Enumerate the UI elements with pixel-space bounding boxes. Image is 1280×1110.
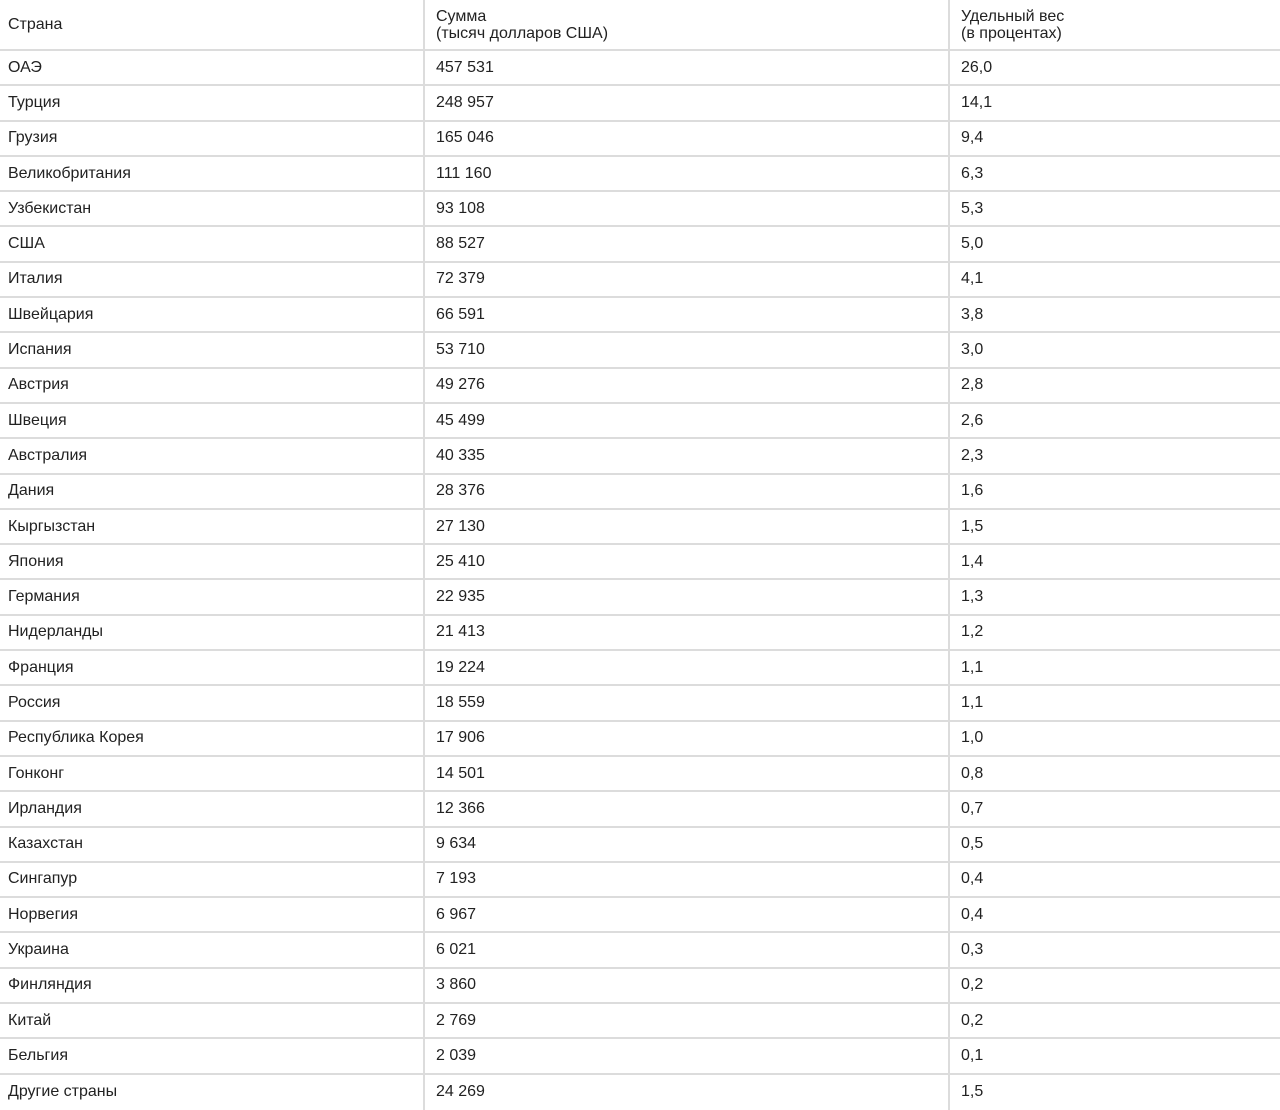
cell-share xyxy=(950,192,1280,225)
cell-country xyxy=(0,651,425,684)
cell-share xyxy=(950,651,1280,684)
cell-country xyxy=(0,969,425,1002)
cell-country-text: Другие страны xyxy=(8,1083,118,1101)
cell-share xyxy=(950,580,1280,613)
cell-amount xyxy=(425,122,950,155)
cell-amount-text: 18 559 xyxy=(436,693,485,711)
table-row xyxy=(0,157,1280,192)
cell-amount xyxy=(425,298,950,331)
header-country xyxy=(0,0,425,49)
cell-share xyxy=(950,298,1280,331)
cell-amount-text: 6 967 xyxy=(436,905,477,923)
cell-country-text: Япония xyxy=(8,552,64,570)
cell-amount xyxy=(425,157,950,190)
cell-amount xyxy=(425,263,950,296)
cell-country xyxy=(0,192,425,225)
table-row xyxy=(0,51,1280,86)
cell-amount-text: 53 710 xyxy=(436,341,485,359)
cell-share-text: 1,5 xyxy=(961,517,984,535)
cell-share-text: 3,8 xyxy=(961,305,984,323)
cell-share xyxy=(950,1075,1280,1110)
cell-share-text: 4,1 xyxy=(961,270,984,288)
cell-share-text: 1,6 xyxy=(961,482,984,500)
cell-share-text: 14,1 xyxy=(961,93,993,111)
cell-share xyxy=(950,898,1280,931)
cell-share xyxy=(950,333,1280,366)
cell-country xyxy=(0,510,425,543)
cell-share-text: 1,2 xyxy=(961,623,984,641)
cell-amount-text: 9 634 xyxy=(436,835,477,853)
cell-amount xyxy=(425,1004,950,1037)
header-share-label: Удельный вес xyxy=(961,7,1065,25)
cell-country-text: Казахстан xyxy=(8,835,83,853)
cell-share-text: 6,3 xyxy=(961,164,984,182)
cell-share-text: 0,4 xyxy=(961,870,984,888)
cell-amount xyxy=(425,722,950,755)
cell-share-text: 1,4 xyxy=(961,552,984,570)
cell-country-text: Турция xyxy=(8,93,61,111)
cell-country-text: Норвегия xyxy=(8,905,79,923)
cell-country xyxy=(0,475,425,508)
cell-amount-text: 457 531 xyxy=(436,58,494,76)
table-row xyxy=(0,898,1280,933)
cell-share-text: 2,6 xyxy=(961,411,984,429)
cell-share xyxy=(950,1039,1280,1072)
cell-amount xyxy=(425,651,950,684)
cell-share xyxy=(950,969,1280,1002)
cell-share-text: 1,3 xyxy=(961,588,984,606)
cell-country-text: Ирландия xyxy=(8,799,82,817)
table-row xyxy=(0,475,1280,510)
cell-share-text: 0,2 xyxy=(961,1011,984,1029)
header-amount-label: Сумма xyxy=(436,7,487,25)
cell-share xyxy=(950,863,1280,896)
cell-share-text: 5,3 xyxy=(961,199,984,217)
cell-country-text: Австрия xyxy=(8,376,69,394)
cell-country-text: Австралия xyxy=(8,446,88,464)
cell-country-text: Сингапур xyxy=(8,870,78,888)
cell-amount-text: 72 379 xyxy=(436,270,485,288)
cell-country xyxy=(0,1075,425,1110)
cell-amount xyxy=(425,51,950,84)
table-row xyxy=(0,933,1280,968)
cell-amount xyxy=(425,580,950,613)
cell-country xyxy=(0,1039,425,1072)
cell-country xyxy=(0,828,425,861)
cell-share xyxy=(950,792,1280,825)
cell-amount-text: 3 860 xyxy=(436,976,477,994)
table-row xyxy=(0,404,1280,439)
cell-country-text: США xyxy=(8,235,45,253)
cell-amount-text: 19 224 xyxy=(436,658,485,676)
cell-share-text: 5,0 xyxy=(961,235,984,253)
cell-share xyxy=(950,475,1280,508)
cell-share-text: 0,7 xyxy=(961,799,984,817)
cell-amount xyxy=(425,510,950,543)
cell-share-text: 1,5 xyxy=(961,1083,984,1101)
cell-amount xyxy=(425,898,950,931)
cell-share-text: 2,8 xyxy=(961,376,984,394)
table-row xyxy=(0,263,1280,298)
cell-share xyxy=(950,122,1280,155)
cell-country-text: Италия xyxy=(8,270,63,288)
table-row xyxy=(0,1075,1280,1110)
cell-share xyxy=(950,722,1280,755)
cell-share-text: 0,1 xyxy=(961,1046,984,1064)
cell-country xyxy=(0,1004,425,1037)
cell-share xyxy=(950,157,1280,190)
cell-share-text: 1,1 xyxy=(961,658,984,676)
cell-amount xyxy=(425,227,950,260)
cell-country-text: Испания xyxy=(8,341,72,359)
cell-share xyxy=(950,1004,1280,1037)
cell-share xyxy=(950,86,1280,119)
table-row xyxy=(0,722,1280,757)
cell-amount-text: 165 046 xyxy=(436,129,494,147)
cell-amount xyxy=(425,86,950,119)
header-share-unit: (в процентах) xyxy=(961,24,1062,42)
cell-amount-text: 2 769 xyxy=(436,1011,477,1029)
cell-amount-text: 24 269 xyxy=(436,1083,485,1101)
table-row xyxy=(0,1004,1280,1039)
cell-country xyxy=(0,933,425,966)
table-row xyxy=(0,792,1280,827)
cell-country-text: Франция xyxy=(8,658,74,676)
table-row xyxy=(0,545,1280,580)
cell-share xyxy=(950,227,1280,260)
cell-amount xyxy=(425,404,950,437)
cell-country-text: Узбекистан xyxy=(8,199,92,217)
cell-amount xyxy=(425,686,950,719)
table-row xyxy=(0,616,1280,651)
table-row xyxy=(0,122,1280,157)
header-amount-unit: (тысяч долларов США) xyxy=(436,24,609,42)
cell-country-text: Гонконг xyxy=(8,764,65,782)
table-row xyxy=(0,969,1280,1004)
cell-country xyxy=(0,863,425,896)
cell-amount-text: 12 366 xyxy=(436,799,485,817)
cell-amount xyxy=(425,333,950,366)
cell-amount-text: 28 376 xyxy=(436,482,485,500)
cell-amount-text: 45 499 xyxy=(436,411,485,429)
cell-country xyxy=(0,792,425,825)
cell-amount xyxy=(425,1075,950,1110)
cell-amount xyxy=(425,828,950,861)
cell-share-text: 1,1 xyxy=(961,693,984,711)
cell-country xyxy=(0,122,425,155)
table-header-row xyxy=(0,0,1280,51)
cell-amount xyxy=(425,863,950,896)
cell-share xyxy=(950,404,1280,437)
cell-amount-text: 14 501 xyxy=(436,764,485,782)
cell-amount-text: 49 276 xyxy=(436,376,485,394)
table-row xyxy=(0,863,1280,898)
cell-country xyxy=(0,686,425,719)
table-row xyxy=(0,333,1280,368)
cell-amount-text: 93 108 xyxy=(436,199,485,217)
table-row xyxy=(0,1039,1280,1074)
cell-share xyxy=(950,51,1280,84)
cell-country xyxy=(0,757,425,790)
cell-share xyxy=(950,545,1280,578)
header-share xyxy=(950,0,1280,49)
table-row xyxy=(0,298,1280,333)
cell-amount-text: 17 906 xyxy=(436,729,485,747)
cell-amount xyxy=(425,757,950,790)
cell-share xyxy=(950,263,1280,296)
cell-amount xyxy=(425,969,950,1002)
cell-amount xyxy=(425,192,950,225)
cell-country-text: Швеция xyxy=(8,411,67,429)
table-row xyxy=(0,227,1280,262)
cell-amount-text: 25 410 xyxy=(436,552,485,570)
cell-amount-text: 2 039 xyxy=(436,1046,477,1064)
cell-amount xyxy=(425,616,950,649)
cell-country-text: Дания xyxy=(8,482,55,500)
table-row xyxy=(0,192,1280,227)
cell-country xyxy=(0,616,425,649)
cell-country-text: Финляндия xyxy=(8,976,92,994)
cell-amount xyxy=(425,545,950,578)
cell-country xyxy=(0,545,425,578)
table-row xyxy=(0,580,1280,615)
cell-country xyxy=(0,86,425,119)
cell-country xyxy=(0,263,425,296)
cell-share-text: 1,0 xyxy=(961,729,984,747)
cell-country-text: Швейцария xyxy=(8,305,94,323)
cell-country xyxy=(0,404,425,437)
cell-amount xyxy=(425,439,950,472)
cell-share xyxy=(950,510,1280,543)
cell-amount xyxy=(425,369,950,402)
cell-share xyxy=(950,439,1280,472)
cell-share-text: 0,2 xyxy=(961,976,984,994)
cell-amount-text: 22 935 xyxy=(436,588,485,606)
table-body xyxy=(0,51,1280,1110)
cell-country-text: Великобритания xyxy=(8,164,131,182)
cell-country xyxy=(0,51,425,84)
cell-share xyxy=(950,616,1280,649)
cell-country xyxy=(0,439,425,472)
cell-amount-text: 40 335 xyxy=(436,446,485,464)
cell-amount xyxy=(425,475,950,508)
cell-country-text: Германия xyxy=(8,588,80,606)
cell-country xyxy=(0,898,425,931)
cell-share xyxy=(950,933,1280,966)
cell-country xyxy=(0,157,425,190)
cell-country xyxy=(0,298,425,331)
cell-country-text: ОАЭ xyxy=(8,58,42,76)
cell-share-text: 26,0 xyxy=(961,58,993,76)
cell-amount xyxy=(425,792,950,825)
cell-share-text: 0,3 xyxy=(961,941,984,959)
cell-amount-text: 88 527 xyxy=(436,235,485,253)
cell-amount xyxy=(425,933,950,966)
cell-country xyxy=(0,369,425,402)
cell-country-text: Нидерланды xyxy=(8,623,103,641)
cell-amount-text: 6 021 xyxy=(436,941,477,959)
cell-country-text: Китай xyxy=(8,1011,52,1029)
cell-amount-text: 21 413 xyxy=(436,623,485,641)
table-row xyxy=(0,757,1280,792)
cell-share xyxy=(950,369,1280,402)
header-country-label: Страна xyxy=(8,16,63,33)
cell-country-text: Бельгия xyxy=(8,1046,68,1064)
cell-amount-text: 66 591 xyxy=(436,305,485,323)
cell-amount-text: 248 957 xyxy=(436,93,494,111)
cell-share xyxy=(950,686,1280,719)
cell-share xyxy=(950,757,1280,790)
cell-country xyxy=(0,227,425,260)
table-row xyxy=(0,510,1280,545)
cell-share xyxy=(950,828,1280,861)
cell-share-text: 2,3 xyxy=(961,446,984,464)
header-amount xyxy=(425,0,950,49)
cell-share-text: 3,0 xyxy=(961,341,984,359)
cell-amount-text: 7 193 xyxy=(436,870,477,888)
cell-share-text: 0,5 xyxy=(961,835,984,853)
cell-share-text: 0,4 xyxy=(961,905,984,923)
cell-share-text: 0,8 xyxy=(961,764,984,782)
table-row xyxy=(0,86,1280,121)
cell-country-text: Россия xyxy=(8,693,61,711)
cell-amount-text: 111 160 xyxy=(436,164,492,182)
cell-country xyxy=(0,580,425,613)
cell-country-text: Украина xyxy=(8,941,69,959)
cell-share-text: 9,4 xyxy=(961,129,984,147)
table-row xyxy=(0,369,1280,404)
table-row xyxy=(0,439,1280,474)
cell-country-text: Республика Корея xyxy=(8,729,144,747)
table-row xyxy=(0,686,1280,721)
cell-country xyxy=(0,333,425,366)
cell-country-text: Кыргызстан xyxy=(8,517,96,535)
cell-country-text: Грузия xyxy=(8,129,58,147)
cell-amount-text: 27 130 xyxy=(436,517,485,535)
table-row xyxy=(0,651,1280,686)
cell-amount xyxy=(425,1039,950,1072)
cell-country xyxy=(0,722,425,755)
table-row xyxy=(0,828,1280,863)
